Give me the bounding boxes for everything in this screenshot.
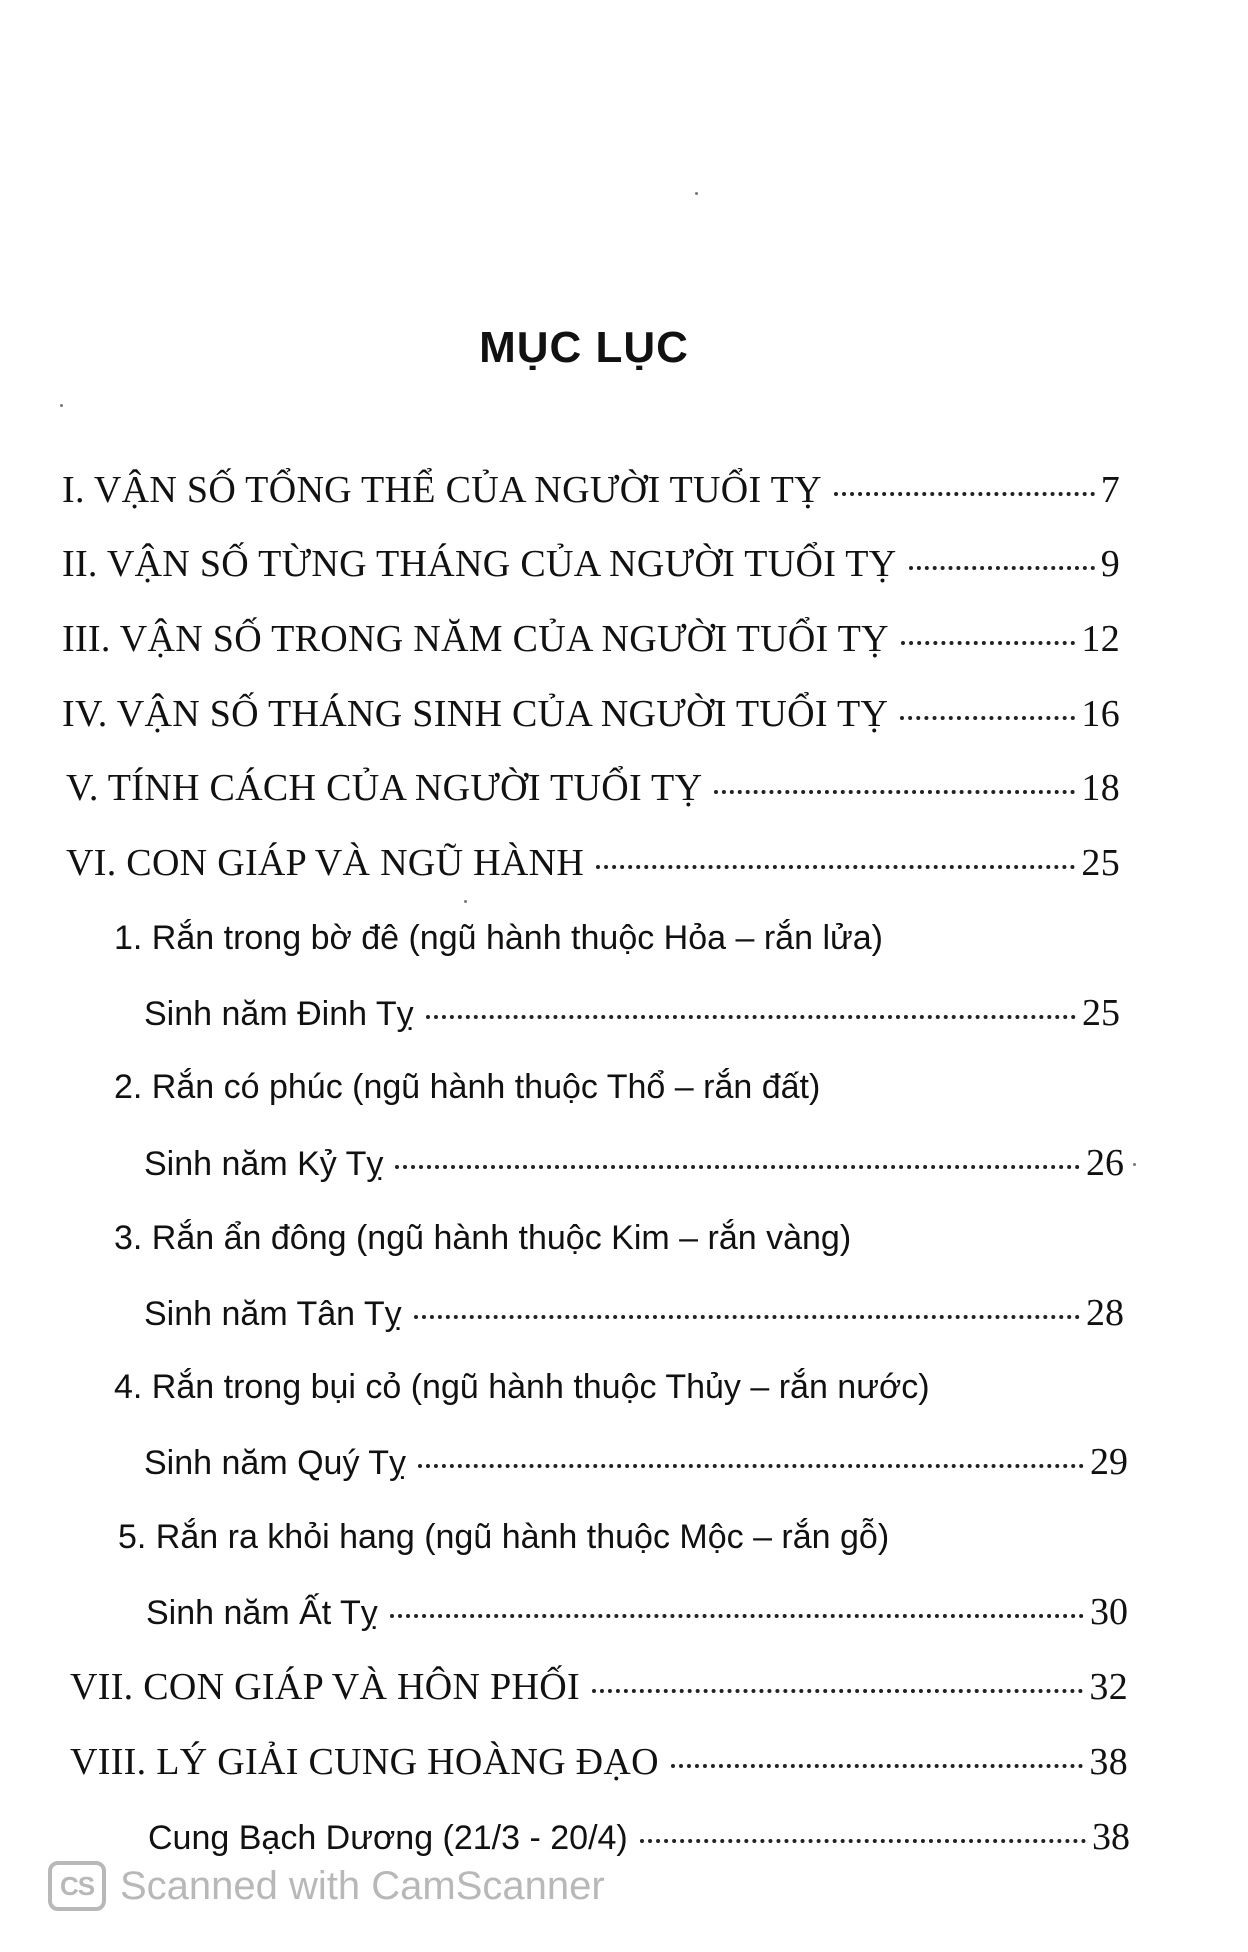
toc-entry-page: 7 <box>1100 469 1120 511</box>
toc-entry-page: 28 <box>1086 1292 1124 1334</box>
dot-leader <box>909 566 1095 570</box>
dot-leader <box>426 1015 1076 1019</box>
toc-entry-label: Sinh năm Tân Tỵ <box>144 1295 402 1333</box>
toc-entry <box>70 1659 1128 1715</box>
toc-entry-label: VIII. LÝ GIẢI CUNG HOÀNG ĐẠO <box>70 1741 659 1783</box>
camscanner-watermark <box>48 1856 605 1916</box>
toc-entry-label: Sinh năm Ất Tỵ <box>146 1594 378 1632</box>
toc-entry-page: 9 <box>1100 543 1120 585</box>
scan-speck <box>60 404 63 407</box>
toc-entry <box>144 1434 1128 1490</box>
toc-entry <box>70 1734 1128 1790</box>
dot-leader <box>395 1165 1080 1169</box>
page-title: MỤC LỤC <box>479 323 689 372</box>
scan-speck <box>464 900 467 903</box>
toc-subheading <box>114 1359 1144 1415</box>
dot-leader <box>671 1764 1084 1768</box>
toc-entry-page: 38 <box>1089 1741 1128 1783</box>
toc-entry-label: 1. Rắn trong bờ đê (ngũ hành thuộc Hỏa – rắn lửa) <box>114 919 883 957</box>
toc-entry-label: Sinh năm Đinh Tỵ <box>144 995 414 1033</box>
toc-entry-label: 3. Rắn ẩn đông (ngũ hành thuộc Kim – rắn vàng) <box>114 1219 852 1257</box>
toc-entry-label: Cung Bạch Dương (21/3 - 20/4) <box>148 1819 628 1857</box>
camscanner-logo-icon: CS <box>48 1861 106 1911</box>
dot-leader <box>414 1315 1080 1319</box>
scan-speck <box>1133 1163 1136 1166</box>
toc-entry-page: 38 <box>1092 1816 1130 1858</box>
toc-entry-label: IV. VẬN SỐ THÁNG SINH CỦA NGƯỜI TUỔI TỴ <box>62 693 889 735</box>
toc-entry-page: 12 <box>1081 618 1120 660</box>
toc-entry-page: 30 <box>1090 1591 1128 1633</box>
toc-entry-page: 26 <box>1086 1142 1124 1184</box>
toc-entry <box>62 462 1120 518</box>
toc-entry-page: 18 <box>1081 767 1120 809</box>
toc-subheading <box>118 1509 1118 1565</box>
toc-entry-page: 16 <box>1081 693 1120 735</box>
dot-leader <box>640 1839 1086 1843</box>
toc-entry-label: VI. CON GIÁP VÀ NGŨ HÀNH <box>66 842 585 884</box>
dot-leader <box>834 492 1095 496</box>
toc-entry-label: V. TÍNH CÁCH CỦA NGƯỜI TUỔI TỴ <box>66 767 703 809</box>
toc-entry-page: 29 <box>1090 1441 1128 1483</box>
toc-entry-label: 2. Rắn có phúc (ngũ hành thuộc Thổ – rắn đất) <box>114 1068 821 1106</box>
dot-leader <box>714 790 1075 794</box>
toc-entry-page: 25 <box>1081 842 1120 884</box>
toc-entry <box>62 686 1120 742</box>
toc-entry-label: Sinh năm Quý Tỵ <box>144 1444 407 1482</box>
dot-leader <box>390 1614 1084 1618</box>
toc-entry-label: Sinh năm Kỷ Tỵ <box>144 1145 384 1183</box>
dot-leader <box>596 865 1075 869</box>
toc-entry <box>144 1135 1124 1191</box>
toc-entry-label: 5. Rắn ra khỏi hang (ngũ hành thuộc Mộc – rắn gỗ) <box>118 1518 890 1556</box>
dot-leader <box>418 1464 1084 1468</box>
toc-entry-label: III. VẬN SỐ TRONG NĂM CỦA NGƯỜI TUỔI TỴ <box>62 618 889 660</box>
toc-entry <box>144 1285 1124 1341</box>
toc-entry-page: 25 <box>1082 992 1120 1034</box>
camscanner-text: Scanned with CamScanner <box>120 1863 605 1908</box>
toc-subheading <box>114 1210 1114 1266</box>
toc-entry <box>62 611 1120 667</box>
toc-entry <box>146 1584 1128 1640</box>
toc-entry <box>66 835 1120 891</box>
dot-leader <box>900 716 1075 720</box>
toc-subheading <box>114 1059 1114 1115</box>
toc-entry-label: 4. Rắn trong bụi cỏ (ngũ hành thuộc Thủy – rắn nước) <box>114 1368 930 1406</box>
toc-subheading <box>114 910 1114 966</box>
toc-entry <box>144 985 1120 1041</box>
toc-entry <box>66 760 1120 816</box>
dot-leader <box>901 641 1076 645</box>
toc-entry-label: I. VẬN SỐ TỔNG THỂ CỦA NGƯỜI TUỔI TỴ <box>62 469 822 511</box>
toc-entry-page: 32 <box>1089 1666 1128 1708</box>
toc-entry-label: II. VẬN SỐ TỪNG THÁNG CỦA NGƯỜI TUỔI TỴ <box>62 543 897 585</box>
scan-speck <box>695 192 698 195</box>
toc-entry-label: VII. CON GIÁP VÀ HÔN PHỐI <box>70 1666 580 1708</box>
dot-leader <box>592 1689 1083 1693</box>
toc-entry <box>62 536 1120 592</box>
